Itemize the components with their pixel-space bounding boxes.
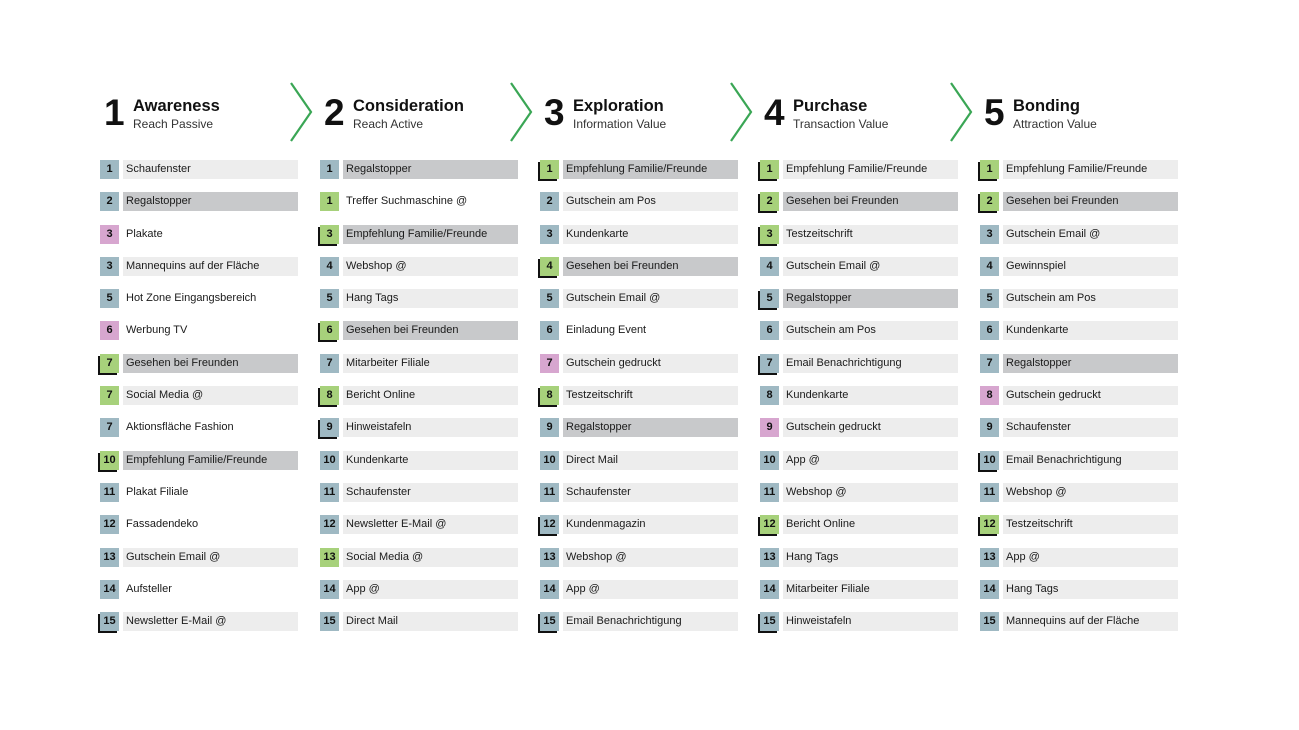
touchpoint-item	[100, 225, 300, 244]
rank-badge: 3	[320, 225, 339, 244]
rank-badge: 10	[760, 451, 779, 470]
item-label: Social Media @	[346, 550, 424, 563]
item-label: Email Benachrichtigung	[786, 356, 902, 369]
item-label: Regalstopper	[126, 195, 192, 208]
item-label: Empfehlung Familie/Freunde	[786, 163, 928, 175]
rank-badge: 3	[100, 225, 119, 244]
rank-badge: 7	[540, 354, 559, 373]
stage-header	[540, 84, 740, 146]
touchpoint-item	[100, 257, 300, 276]
item-label: Social Media @	[126, 389, 204, 402]
rank-badge: 14	[320, 580, 339, 599]
touchpoint-item	[980, 580, 1180, 599]
item-label: Kundenkarte	[786, 389, 849, 402]
touchpoint-item	[320, 418, 520, 437]
item-label: Testzeitschrift	[566, 389, 633, 402]
touchpoint-item	[980, 612, 1180, 631]
item-label: Schaufenster	[566, 485, 631, 498]
rank-badge: 1	[100, 160, 119, 179]
touchpoint-item	[100, 386, 300, 405]
touchpoint-item	[540, 580, 740, 599]
rank-badge: 8	[980, 386, 999, 405]
item-label: Hang Tags	[786, 550, 839, 563]
item-label: Regalstopper	[566, 421, 632, 434]
stage-header	[100, 84, 300, 146]
stage-header	[980, 84, 1180, 146]
touchpoint-item	[320, 289, 520, 308]
rank-badge: 9	[760, 418, 779, 437]
touchpoint-item	[540, 418, 740, 437]
touchpoint-item	[760, 192, 960, 211]
item-label: Plakat Filiale	[126, 485, 189, 498]
touchpoint-item	[760, 289, 960, 308]
touchpoint-item	[320, 386, 520, 405]
item-label: Hang Tags	[346, 292, 399, 305]
rank-badge: 11	[760, 483, 779, 502]
item-label: Gewinnspiel	[1006, 259, 1066, 272]
rank-badge: 4	[760, 257, 779, 276]
rank-badge: 3	[760, 225, 779, 244]
touchpoint-item	[980, 321, 1180, 340]
stage-number: 2	[324, 92, 345, 133]
touchpoint-item	[980, 515, 1180, 534]
rank-badge: 1	[980, 160, 999, 179]
rank-badge: 3	[980, 225, 999, 244]
item-label: Mannequins auf der Fläche	[1006, 615, 1140, 628]
rank-badge: 14	[100, 580, 119, 599]
rank-badge: 7	[980, 354, 999, 373]
stage-column-awareness	[100, 84, 300, 628]
rank-badge: 10	[540, 451, 559, 470]
touchpoint-item	[540, 451, 740, 470]
touchpoint-item	[320, 354, 520, 373]
item-label: Kundenkarte	[566, 227, 629, 240]
item-label: Gutschein Email @	[1006, 227, 1101, 240]
touchpoint-item	[320, 321, 520, 340]
rank-badge: 12	[100, 515, 119, 534]
item-label: Newsletter E-Mail @	[126, 615, 227, 628]
stage-subtitle: Attraction Value	[1013, 117, 1097, 131]
rank-badge: 15	[980, 612, 999, 631]
touchpoint-item	[760, 548, 960, 567]
rank-badge: 6	[320, 321, 339, 340]
touchpoint-item	[320, 612, 520, 631]
stage-subtitle: Transaction Value	[793, 117, 889, 131]
touchpoint-item	[980, 418, 1180, 437]
rank-badge: 3	[540, 225, 559, 244]
rank-badge: 7	[320, 354, 339, 373]
item-label: Fassadendeko	[126, 518, 199, 531]
rank-badge: 11	[320, 483, 339, 502]
chevron-right-icon	[729, 82, 755, 142]
item-label: Gutschein am Pos	[566, 195, 656, 208]
rank-badge: 11	[980, 483, 999, 502]
item-label: Empfehlung Familie/Freunde	[566, 163, 708, 175]
item-label: Mannequins auf der Fläche	[126, 259, 260, 272]
item-label: Bericht Online	[346, 389, 416, 402]
rank-badge: 9	[540, 418, 559, 437]
item-label: Empfehlung Familie/Freunde	[346, 227, 488, 240]
rank-badge: 5	[760, 289, 779, 308]
touchpoint-item	[540, 225, 740, 244]
rank-badge: 13	[760, 548, 779, 567]
rank-badge: 14	[540, 580, 559, 599]
item-label: Gutschein am Pos	[1006, 292, 1096, 305]
item-label: Kundenkarte	[1006, 324, 1069, 337]
touchpoint-item	[320, 548, 520, 567]
rank-badge: 13	[100, 548, 119, 567]
touchpoint-item	[760, 515, 960, 534]
touchpoint-item	[540, 386, 740, 405]
touchpoint-item	[980, 354, 1180, 373]
item-label: Gesehen bei Freunden	[346, 324, 459, 337]
item-label: Testzeitschrift	[786, 227, 853, 240]
rank-badge: 9	[980, 418, 999, 437]
item-label: Aktionsfläche Fashion	[126, 421, 234, 434]
touchpoint-item	[760, 257, 960, 276]
rank-badge: 7	[100, 354, 119, 373]
rank-badge: 7	[100, 418, 119, 437]
stage-header	[320, 84, 520, 146]
rank-badge: 10	[980, 451, 999, 470]
touchpoint-item	[100, 612, 300, 631]
stage-subtitle: Reach Active	[353, 117, 424, 131]
item-label: Direct Mail	[346, 615, 398, 628]
touchpoint-item	[320, 257, 520, 276]
rank-badge: 6	[100, 321, 119, 340]
item-label: Gutschein gedruckt	[566, 356, 661, 369]
item-label: Gesehen bei Freunden	[1006, 195, 1119, 208]
item-label: Schaufenster	[1006, 421, 1071, 434]
item-label: Regalstopper	[786, 292, 852, 305]
item-label: Hinweistafeln	[786, 615, 852, 628]
touchpoint-item	[320, 192, 520, 211]
touchpoint-item	[980, 289, 1180, 308]
stage-title: Awareness	[133, 97, 220, 115]
chevron-right-icon	[289, 82, 315, 142]
rank-badge: 2	[540, 192, 559, 211]
rank-badge: 2	[980, 192, 999, 211]
rank-badge: 9	[320, 418, 339, 437]
rank-badge: 10	[100, 451, 119, 470]
touchpoint-item	[980, 548, 1180, 567]
stage-title: Purchase	[793, 97, 868, 115]
touchpoint-item	[540, 354, 740, 373]
touchpoint-item	[760, 354, 960, 373]
item-label: Webshop @	[566, 550, 627, 563]
rank-badge: 1	[760, 160, 779, 179]
touchpoint-item	[760, 321, 960, 340]
item-label: Schaufenster	[126, 163, 191, 175]
rank-badge: 11	[540, 483, 559, 502]
touchpoint-item	[540, 483, 740, 502]
touchpoint-item	[100, 580, 300, 599]
stage-subtitle: Reach Passive	[133, 117, 214, 131]
item-label: Gutschein am Pos	[786, 324, 876, 337]
item-label: App @	[786, 453, 820, 466]
touchpoint-item	[540, 548, 740, 567]
item-label: Empfehlung Familie/Freunde	[126, 453, 268, 466]
rank-badge: 15	[100, 612, 119, 631]
touchpoint-item	[320, 451, 520, 470]
touchpoint-item	[320, 515, 520, 534]
stage-number: 5	[984, 92, 1005, 133]
stage-column-bonding	[980, 84, 1180, 628]
touchpoint-item	[760, 483, 960, 502]
item-label: Kundenkarte	[346, 453, 409, 466]
touchpoint-item	[980, 451, 1180, 470]
stage-subtitle: Information Value	[573, 117, 667, 131]
rank-badge: 15	[760, 612, 779, 631]
touchpoint-item	[100, 483, 300, 502]
touchpoint-item	[320, 580, 520, 599]
item-label: Einladung Event	[566, 324, 647, 337]
rank-badge: 7	[760, 354, 779, 373]
rank-badge: 1	[540, 160, 559, 179]
rank-badge: 2	[100, 192, 119, 211]
item-label: Plakate	[126, 227, 163, 240]
stage-number: 3	[544, 92, 565, 133]
item-label: Gutschein gedruckt	[1006, 389, 1101, 402]
touchpoint-item	[100, 321, 300, 340]
item-label: Gutschein Email @	[566, 292, 661, 305]
touchpoint-item	[100, 160, 300, 179]
touchpoint-item	[540, 257, 740, 276]
rank-badge: 6	[980, 321, 999, 340]
item-label: App @	[1006, 550, 1040, 563]
touchpoint-item	[100, 289, 300, 308]
rank-badge: 15	[540, 612, 559, 631]
rank-badge: 12	[760, 515, 779, 534]
rank-badge: 5	[540, 289, 559, 308]
rank-badge: 4	[540, 257, 559, 276]
stage-title: Exploration	[573, 97, 664, 115]
touchpoint-item	[760, 386, 960, 405]
touchpoint-item	[540, 160, 740, 179]
touchpoint-item	[540, 192, 740, 211]
rank-badge: 13	[320, 548, 339, 567]
touchpoint-item	[980, 192, 1180, 211]
touchpoint-item	[760, 160, 960, 179]
touchpoint-item	[100, 451, 300, 470]
stage-item-list	[760, 160, 960, 644]
rank-badge: 12	[320, 515, 339, 534]
rank-badge: 11	[100, 483, 119, 502]
rank-badge: 6	[760, 321, 779, 340]
touchpoint-item	[760, 418, 960, 437]
touchpoint-item	[100, 548, 300, 567]
item-label: Gesehen bei Freunden	[126, 356, 239, 369]
rank-badge: 12	[540, 515, 559, 534]
item-label: Newsletter E-Mail @	[346, 518, 447, 531]
touchpoint-item	[100, 354, 300, 373]
rank-badge: 6	[540, 321, 559, 340]
rank-badge: 4	[980, 257, 999, 276]
item-label: Hot Zone Eingangsbereich	[126, 292, 257, 305]
item-label: Email Benachrichtigung	[566, 615, 682, 628]
rank-badge: 14	[980, 580, 999, 599]
item-label: Gesehen bei Freunden	[566, 259, 679, 272]
item-label: Werbung TV	[126, 324, 188, 337]
stage-title: Consideration	[353, 97, 464, 115]
item-label: Hang Tags	[1006, 582, 1059, 595]
stage-header	[760, 84, 960, 146]
item-label: Gesehen bei Freunden	[786, 195, 899, 208]
item-label: Aufsteller	[126, 582, 172, 595]
item-label: Webshop @	[1006, 485, 1067, 498]
stage-item-list	[980, 160, 1180, 644]
touchpoint-item	[320, 225, 520, 244]
item-label: Testzeitschrift	[1006, 518, 1073, 531]
item-label: Webshop @	[346, 259, 407, 272]
rank-badge: 7	[100, 386, 119, 405]
touchpoint-item	[540, 321, 740, 340]
item-label: Hinweistafeln	[346, 421, 412, 434]
rank-badge: 12	[980, 515, 999, 534]
stage-column-purchase	[760, 84, 960, 628]
stage-item-list	[540, 160, 740, 644]
touchpoint-item	[100, 192, 300, 211]
rank-badge: 2	[760, 192, 779, 211]
rank-badge: 3	[100, 257, 119, 276]
touchpoint-item	[100, 515, 300, 534]
touchpoint-item	[760, 451, 960, 470]
item-label: Email Benachrichtigung	[1006, 453, 1122, 466]
touchpoint-item	[980, 225, 1180, 244]
item-label: Empfehlung Familie/Freunde	[1006, 163, 1148, 175]
item-label: Mitarbeiter Filiale	[786, 582, 870, 595]
stage-number: 1	[104, 92, 125, 133]
item-label: Treffer Suchmaschine @	[346, 195, 468, 208]
rank-badge: 8	[320, 386, 339, 405]
rank-badge: 5	[100, 289, 119, 308]
item-label: Gutschein Email @	[786, 259, 881, 272]
touchpoint-item	[320, 483, 520, 502]
touchpoint-item	[320, 160, 520, 179]
item-label: Webshop @	[786, 485, 847, 498]
touchpoint-item	[540, 515, 740, 534]
chevron-right-icon	[509, 82, 535, 142]
item-label: Kundenmagazin	[566, 518, 646, 531]
rank-badge: 8	[540, 386, 559, 405]
item-label: Bericht Online	[786, 518, 856, 531]
touchpoint-item	[980, 483, 1180, 502]
stage-number: 4	[764, 92, 785, 133]
item-label: Regalstopper	[1006, 356, 1072, 369]
stage-item-list	[320, 160, 520, 644]
stage-item-list	[100, 160, 300, 644]
touchpoint-item	[980, 386, 1180, 405]
rank-badge: 4	[320, 257, 339, 276]
item-label: Gutschein Email @	[126, 550, 221, 563]
rank-badge: 5	[320, 289, 339, 308]
item-label: Direct Mail	[566, 453, 618, 466]
stage-column-exploration	[540, 84, 740, 628]
rank-badge: 14	[760, 580, 779, 599]
rank-badge: 1	[320, 160, 339, 179]
touchpoint-item	[980, 160, 1180, 179]
touchpoint-item	[100, 418, 300, 437]
rank-badge: 10	[320, 451, 339, 470]
item-label: App @	[346, 582, 380, 595]
touchpoint-item	[760, 580, 960, 599]
rank-badge: 5	[980, 289, 999, 308]
touchpoint-item	[540, 289, 740, 308]
rank-badge: 15	[320, 612, 339, 631]
rank-badge: 8	[760, 386, 779, 405]
chevron-right-icon	[949, 82, 975, 142]
touchpoint-item	[980, 257, 1180, 276]
item-label: Gutschein gedruckt	[786, 421, 881, 434]
touchpoint-item	[760, 612, 960, 631]
rank-badge: 13	[540, 548, 559, 567]
item-label: Schaufenster	[346, 485, 411, 498]
rank-badge: 13	[980, 548, 999, 567]
item-label: Mitarbeiter Filiale	[346, 356, 430, 369]
rank-badge: 1	[320, 192, 339, 211]
item-label: App @	[566, 582, 600, 595]
touchpoint-item	[540, 612, 740, 631]
touchpoint-item	[760, 225, 960, 244]
item-label: Regalstopper	[346, 163, 412, 175]
stage-title: Bonding	[1013, 97, 1080, 115]
stage-column-consideration	[320, 84, 520, 628]
